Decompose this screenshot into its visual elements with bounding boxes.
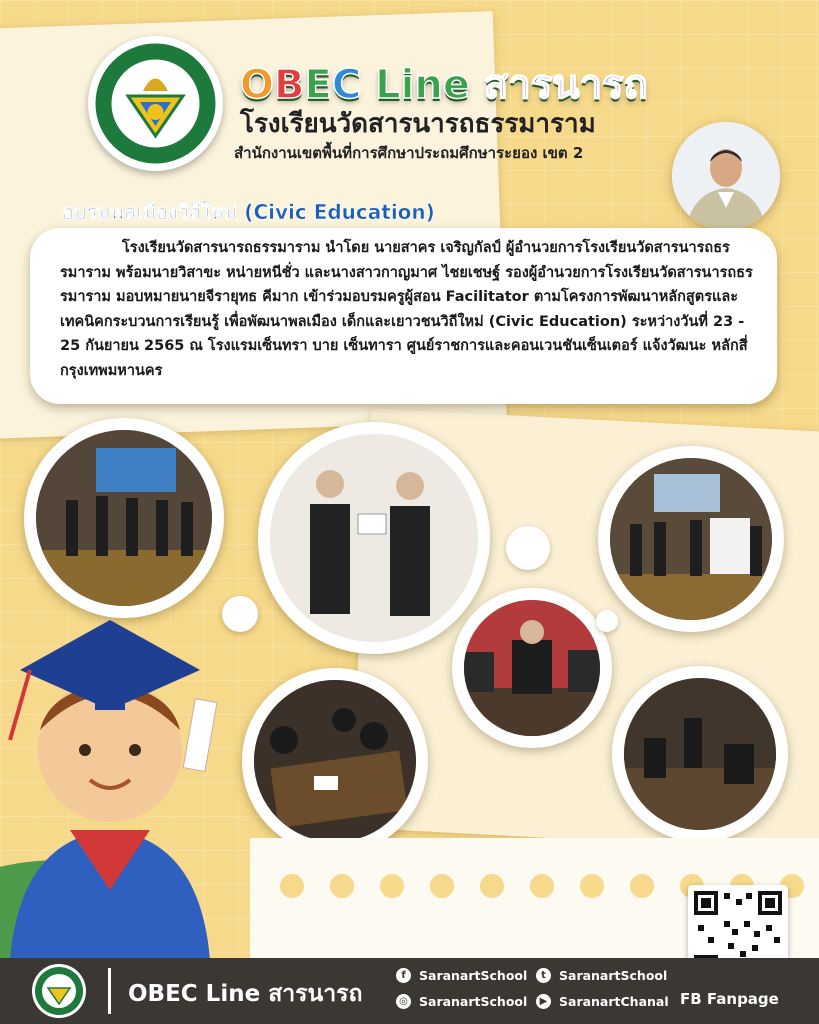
social-facebook[interactable] — [396, 968, 527, 983]
body-textbox — [30, 228, 777, 404]
footer-brand: OBEC Line สารนารถ — [128, 981, 363, 1007]
event-photo — [598, 446, 784, 632]
social-handle: SaranartSchool — [419, 968, 528, 983]
event-photo — [452, 588, 612, 748]
social-youtube[interactable] — [536, 994, 669, 1009]
fb-fanpage-label: FB Fanpage — [680, 990, 779, 1008]
facebook-icon: f — [396, 968, 411, 983]
decorative-dot — [596, 610, 618, 632]
instagram-icon: ◎ — [396, 994, 411, 1009]
school-logo — [88, 36, 223, 171]
social-instagram[interactable] — [396, 994, 527, 1009]
footer-divider — [108, 968, 111, 1014]
social-handle: SaranartSchool — [559, 968, 668, 983]
event-photo — [242, 668, 428, 854]
headline: อบรมพลเมืองวิถีใหม่ (Civic Education) — [62, 200, 435, 224]
office-name: สำนักงานเขตพื้นที่การศึกษาประถมศึกษาระยอง เขต 2 — [234, 144, 584, 162]
graduate-cartoon — [0, 600, 260, 960]
youtube-icon: ▶ — [536, 994, 551, 1009]
body-text: โรงเรียนวัดสารนารถธรรมาราม นำโดย นายสาคร เจริญกัลป์ ผู้อำนวยการโรงเรียนวัดสารนารถธรรมาราม พร้อมนายวิสาขะ หน่ายหนีชั่ว และนางสาวกาญมาศ ไชยเชษฐ์ รองผู้อำนวยการโรงเรียนวัดสารนารถธรรมาราม มอบหมายนายจีรายุทธ คีมาก เข้าร่วมอบรมครูผู้สอน Facilitator ตามโครงการพัฒนาหลักสูตรและเทคนิคกระบวนการเรียนรู้ เพื่อพัฒนาพลเมือง เด็กและเยาวชนวิถีใหม่ (Civic Education) ระหว่างวันที่ 23 - 25 กันยายน 2565 ณ โรงแรมเซ็นทรา บาย เซ็นทารา ศูนย์ราชการและคอนเวนชันเซ็นเตอร์ แจ้งวัฒนะ หลักสี่ กรุงเทพมหานคร — [60, 240, 753, 379]
social-handle: SaranartSchool — [419, 994, 528, 1009]
director-portrait — [672, 122, 780, 230]
footer-logo — [32, 964, 86, 1018]
social-twitter[interactable] — [536, 968, 667, 983]
social-handle: SaranartChanal — [559, 994, 669, 1009]
event-photo — [24, 418, 224, 618]
event-photo — [612, 666, 788, 842]
app-title: OBEC Line สารนารถ — [240, 62, 648, 108]
school-name: โรงเรียนวัดสารนารถธรรมาราม — [240, 109, 596, 139]
twitter-icon: t — [536, 968, 551, 983]
event-photo — [258, 422, 490, 654]
decorative-dot — [506, 526, 550, 570]
